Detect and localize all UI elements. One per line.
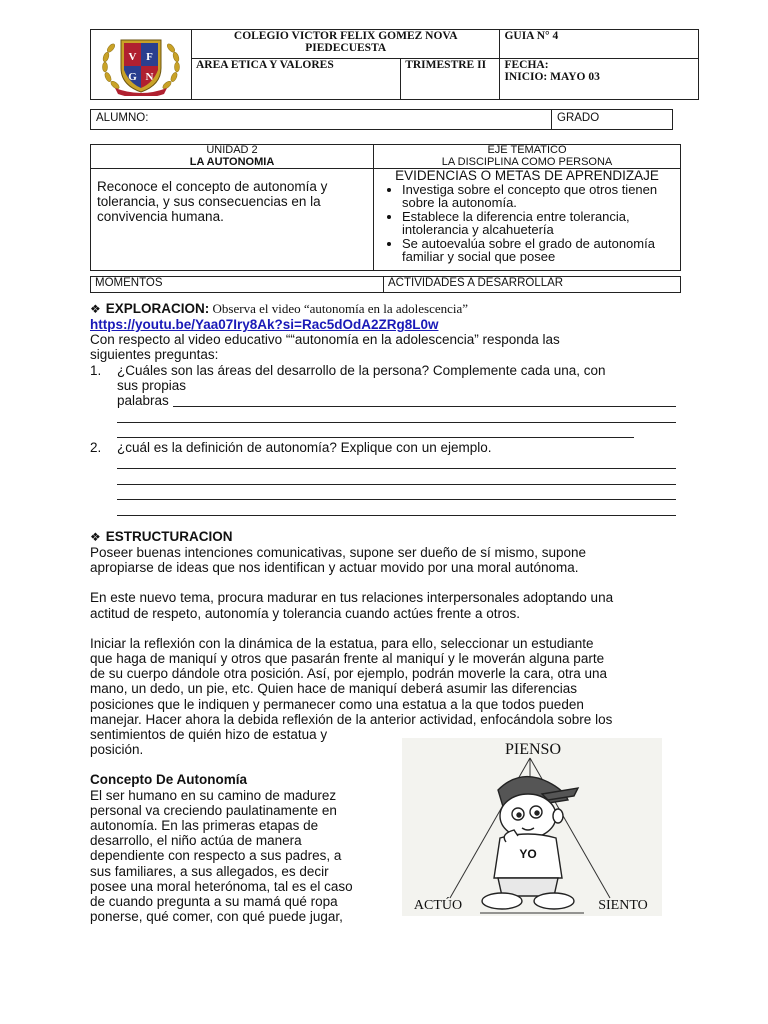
concepto-line: personal va creciendo paulatinamente en <box>90 802 337 818</box>
concepto-line: autonomía. En las primeras etapas de <box>90 818 319 834</box>
trimestre-label: TRIMESTRE II <box>405 58 487 71</box>
exploracion-text-2: siguientes preguntas: <box>90 347 219 363</box>
unidad-title: LA AUTONOMIA <box>189 155 275 168</box>
paragraph-1-line: apropiarse de ideas que nos identifican y actuar movido por una moral autónoma. <box>90 560 579 576</box>
guia-number: GUIA N° 4 <box>504 30 559 42</box>
unidad-cell <box>91 145 374 169</box>
paragraph-2-line: actitud de respeto, autonomía y tolerancia cuando actúes frente a otros. <box>90 605 521 621</box>
concepto-line: ponerse, qué comer, con qué puede jugar, <box>90 909 343 925</box>
unidad-number: UNIDAD 2 <box>206 144 258 156</box>
momentos-cell <box>91 277 384 293</box>
evidencias-cell <box>374 169 681 271</box>
question-1 <box>117 363 687 409</box>
school-name: COLEGIO VICTOR FELIX GOMEZ NOVA <box>233 30 458 42</box>
paragraph-3-line: sentimientos de quién hizo de estatua y <box>90 727 328 743</box>
grado-label: GRADO <box>557 112 600 124</box>
concepto-line: posee una moral heterónoma, tal es el caso <box>90 878 353 894</box>
answer-line[interactable] <box>117 484 676 485</box>
exploracion-section <box>90 301 690 363</box>
concepto-line: El ser humano en su camino de madurez <box>90 787 337 803</box>
paragraph-3-line: de su cuerpo dándole otra posición. Así, por ejemplo, podrán moverle la cara, otra una <box>90 666 608 682</box>
concepto-line: dependiente con respecto a sus padres, a <box>90 848 342 864</box>
fecha-label: FECHA: <box>504 58 549 71</box>
question-1-line-3: palabras <box>117 393 169 409</box>
school-city: PIEDECUESTA <box>305 42 387 54</box>
alumno-label: ALUMNO: <box>96 112 149 124</box>
evidencia-item: • Investiga sobre el concepto que otros tienen sobre la autonomía. <box>402 183 676 209</box>
answer-line[interactable] <box>117 515 676 516</box>
question-1-number: 1. <box>90 363 102 378</box>
evidencias-title: EVIDENCIAS O METAS DE APRENDIZAJE <box>395 168 659 183</box>
actuo-label: ACTÚO <box>413 898 463 913</box>
paragraph-3-line: Iniciar la reflexión con la dinámica de la estatua, para ello, seleccionar un estudiante <box>90 635 594 651</box>
momentos-label: MOMENTOS <box>95 277 163 289</box>
answer-line[interactable] <box>117 437 634 438</box>
question-2-number: 2. <box>90 440 102 455</box>
trimestre-cell <box>401 58 500 99</box>
answer-line[interactable] <box>173 406 676 407</box>
fecha-cell <box>500 58 699 99</box>
school-name-cell <box>192 30 500 59</box>
yo-label: YO <box>519 847 537 861</box>
video-link[interactable]: https://youtu.be/Yaa07Iry8Ak?si=Rac5dOdA2ZRg8L0w <box>90 317 439 332</box>
concepto-title: Concepto De Autonomía <box>90 772 247 788</box>
exploracion-bullet-icon: ❖ <box>90 302 101 316</box>
paragraph-3-line: mano, un dedo, un pie, etc. Quien hace de maniquí deberá asumir las diferencias <box>90 681 578 697</box>
header-table <box>90 29 699 100</box>
paragraph-3-line: posición. <box>90 742 144 758</box>
exploracion-text-1: Con respecto al video educativo ““autonomía en la adolescencia” responda las <box>90 332 560 348</box>
eje-cell <box>374 145 681 169</box>
momentos-table <box>90 276 681 293</box>
question-2: ¿cuál es la definición de autonomía? Explique con un ejemplo. <box>117 440 492 455</box>
concepto-line: de cuando pregunta a su mamá qué ropa <box>90 894 338 910</box>
thinking-boy-illustration <box>402 738 662 916</box>
student-table <box>90 109 673 130</box>
guia-cell <box>500 30 699 59</box>
area-cell <box>192 58 401 99</box>
estructuracion-bullet-icon: ❖ <box>90 530 101 544</box>
competencia-text: Reconoce el concepto de autonomía y tolerancia, y sus consecuencias en la convivencia humana. <box>97 179 328 224</box>
logo-letter-g: G <box>128 71 137 83</box>
siento-label: SIENTO <box>598 898 648 913</box>
paragraph-3-line: posiciones que le indiquen y permanecer como una estatua a la que todos pueden <box>90 696 584 712</box>
estructuracion-title: ESTRUCTURACION <box>105 529 233 544</box>
evidencia-item: • Establece la diferencia entre tolerancia, intolerancia y alcahuetería <box>402 210 676 236</box>
competencia-cell <box>91 169 374 271</box>
pienso-label: PIENSO <box>504 741 562 758</box>
paragraph-2-line: En este nuevo tema, procura madurar en tus relaciones interpersonales adoptando una <box>90 590 614 606</box>
evidencia-item: • Se autoevalúa sobre el grado de autonomía familiar y social que posee <box>402 237 676 263</box>
inicio-label: INICIO: MAYO 03 <box>504 70 600 83</box>
answer-line[interactable] <box>117 468 676 469</box>
unit-table <box>90 144 681 271</box>
eje-label: EJE TEMATICO <box>487 144 567 156</box>
exploracion-intro: Observa el video “autonomía en la adolescencia” <box>209 301 469 316</box>
question-1-line-1: ¿Cuáles son las áreas del desarrollo de la persona? Complemente cada una, con <box>117 363 606 378</box>
actividades-label: ACTIVIDADES A DESARROLLAR <box>388 277 564 289</box>
answer-line[interactable] <box>117 422 676 423</box>
area-label: AREA ETICA Y VALORES <box>196 58 334 71</box>
evidencias-list <box>378 183 676 263</box>
actividades-cell <box>384 277 681 293</box>
school-logo-cell <box>91 30 192 100</box>
paragraph-1-line: Poseer buenas intenciones comunicativas, supone ser dueño de sí mismo, supone <box>90 545 587 560</box>
concepto-line: sus familiares, a sus allegados, es decir <box>90 863 329 879</box>
exploracion-title: EXPLORACION: <box>105 301 210 316</box>
grado-cell[interactable] <box>552 110 673 130</box>
paragraph-3-line: manejar. Hacer ahora la debida reflexión de la anterior actividad, enfocándola sobre los <box>90 711 613 727</box>
school-shield-logo <box>91 30 191 96</box>
logo-letter-n: N <box>145 71 154 83</box>
concepto-line: desarrollo, el niño actúa de manera <box>90 833 302 849</box>
eje-title: LA DISCIPLINA COMO PERSONA <box>441 155 613 168</box>
alumno-cell[interactable] <box>91 110 552 130</box>
logo-letter-f: F <box>146 51 153 63</box>
answer-line[interactable] <box>117 499 676 500</box>
paragraph-3-line: que haga de maniquí y otros que pasarán frente al maniquí y le moverán alguna parte <box>90 651 605 667</box>
question-1-line-2: sus propias <box>117 378 187 394</box>
logo-letter-v: V <box>128 51 137 63</box>
